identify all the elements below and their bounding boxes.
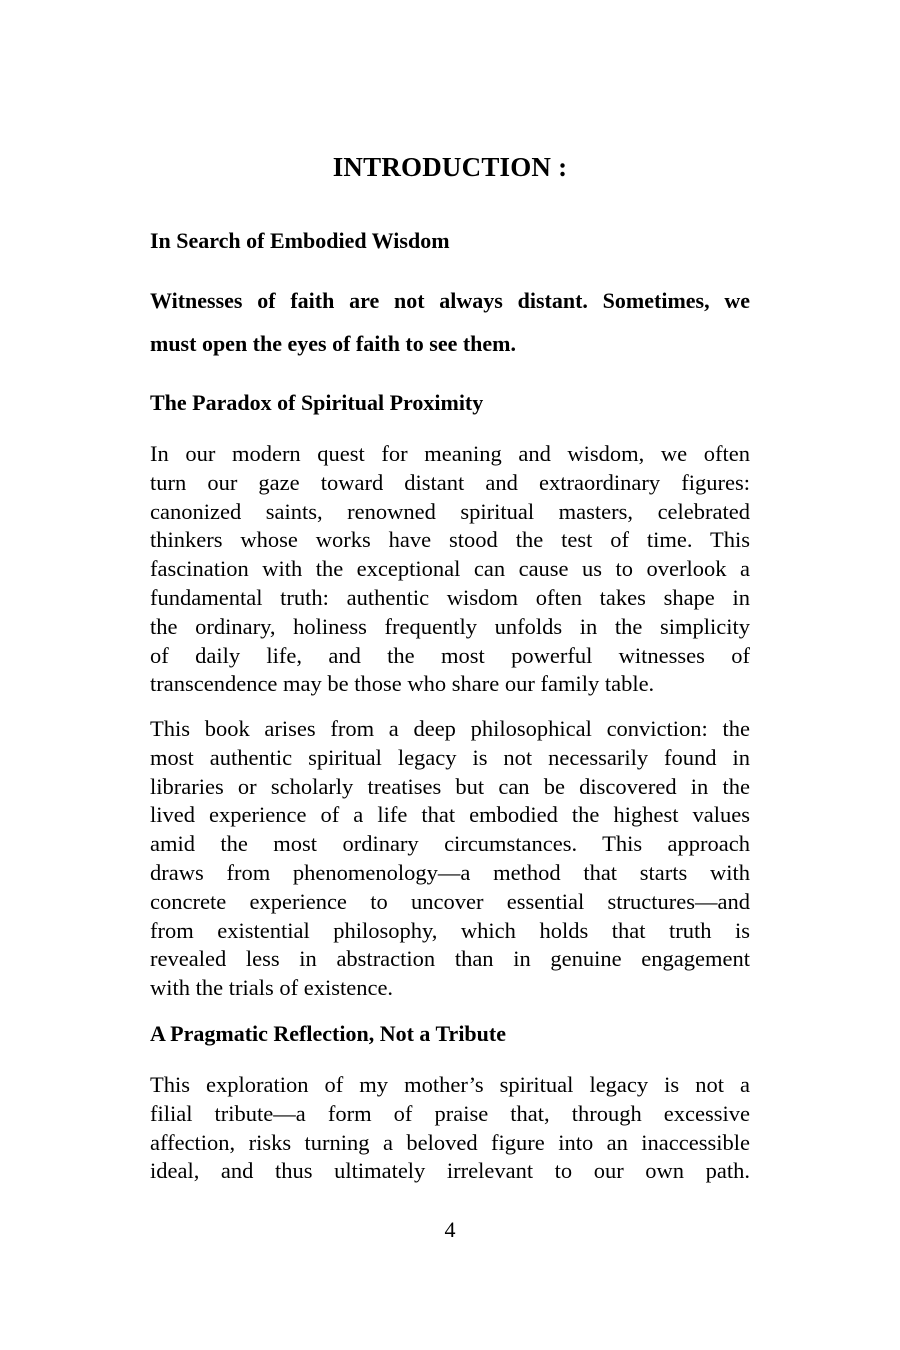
text-line: transcendence may be those who share our family table. bbox=[150, 671, 655, 697]
text-line: from existential philosophy, which holds that truth is bbox=[150, 917, 750, 943]
text-line: In our modern quest for meaning and wisdom, we often bbox=[150, 441, 750, 466]
section-heading-embodied-wisdom: In Search of Embodied Wisdom bbox=[150, 228, 450, 253]
text-line: fascination with the exceptional can cause us to overlook a bbox=[150, 556, 750, 582]
text-line: This book arises from a deep philosophical conviction: the bbox=[150, 716, 750, 741]
text-line: thinkers whose works have stood the test of time. This bbox=[150, 527, 750, 553]
section-heading-pragmatic-reflection: A Pragmatic Reflection, Not a Tribute bbox=[150, 1021, 506, 1046]
text-line: of daily life, and the most powerful witnesses of bbox=[150, 642, 750, 668]
text-line: draws from phenomenology—a method that starts with bbox=[150, 859, 750, 885]
lead-quote bbox=[150, 287, 750, 373]
text-line: fundamental truth: authentic wisdom often takes shape in bbox=[150, 584, 750, 610]
chapter-title: INTRODUCTION : bbox=[332, 152, 568, 182]
page-number: 4 bbox=[444, 1217, 456, 1242]
text-line: most authentic spiritual legacy is not necessarily found in bbox=[150, 744, 750, 770]
paragraph-philosophical-conviction bbox=[150, 715, 750, 1003]
lead-line: Witnesses of faith are not always distant. Sometimes, we bbox=[150, 288, 750, 313]
lead-line: must open the eyes of faith to see them. bbox=[150, 331, 516, 356]
text-line: concrete experience to uncover essential structures—and bbox=[150, 888, 750, 914]
text-line: libraries or scholarly treatises but can be discovered in the bbox=[150, 773, 750, 799]
text-line: ideal, and thus ultimately irrelevant to our own path. bbox=[150, 1158, 750, 1184]
text-line: This exploration of my mother’s spiritual legacy is not a bbox=[150, 1072, 750, 1097]
section-heading-paradox: The Paradox of Spiritual Proximity bbox=[150, 390, 484, 415]
paragraph-exploration bbox=[150, 1071, 750, 1186]
text-line: turn our gaze toward distant and extraordinary figures: bbox=[150, 469, 750, 495]
text-line: canonized saints, renowned spiritual masters, celebrated bbox=[150, 498, 750, 524]
text-line: affection, risks turning a beloved figure into an inaccessible bbox=[150, 1129, 750, 1155]
text-line: revealed less in abstraction than in genuine engagement bbox=[150, 946, 750, 972]
text-line: filial tribute—a form of praise that, through excessive bbox=[150, 1100, 750, 1126]
text-line: with the trials of existence. bbox=[150, 975, 394, 1001]
text-line: amid the most ordinary circumstances. This approach bbox=[150, 831, 750, 857]
text-line: the ordinary, holiness frequently unfolds in the simplicity bbox=[150, 613, 750, 639]
paragraph-modern-quest bbox=[150, 440, 750, 699]
text-line: lived experience of a life that embodied the highest values bbox=[150, 802, 750, 828]
